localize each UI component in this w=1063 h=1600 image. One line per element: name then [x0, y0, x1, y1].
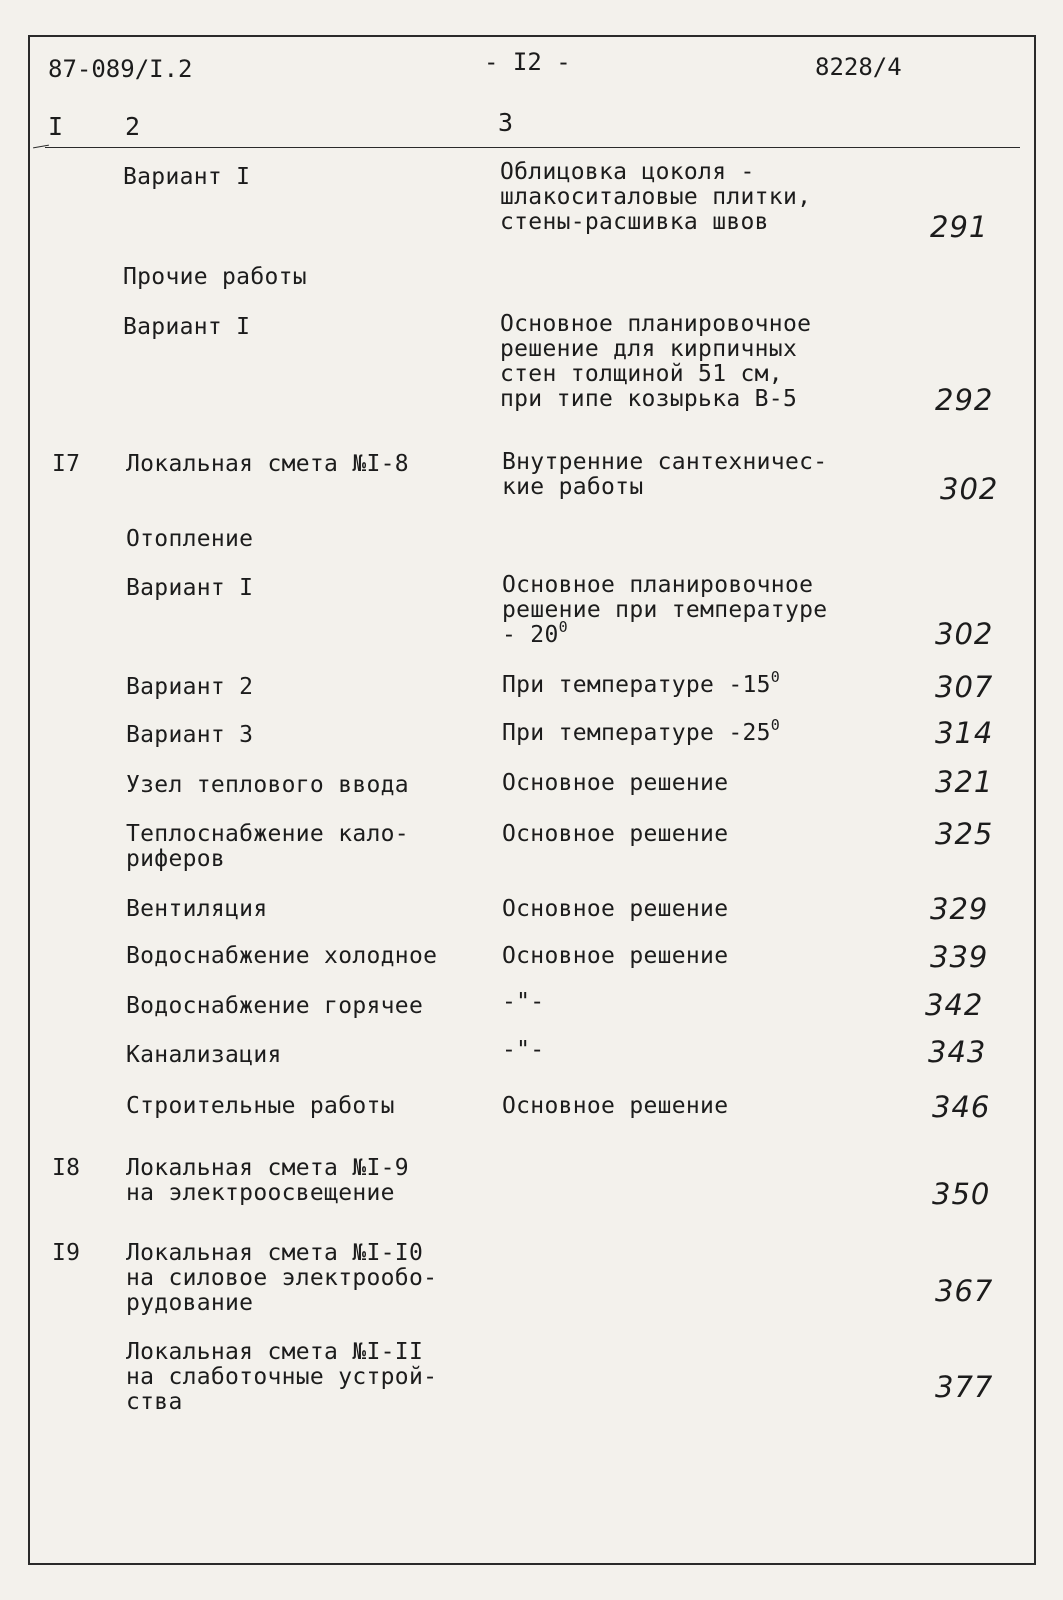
- row-name: Локальная смета №I-8: [126, 451, 409, 477]
- row-page-number: 329: [930, 892, 989, 926]
- row-page-number: 302: [940, 472, 999, 506]
- row-page-number: 302: [935, 617, 994, 651]
- row-name: Строительные работы: [126, 1093, 395, 1119]
- row-number: I8: [52, 1155, 81, 1181]
- row-description: -"-: [502, 1037, 545, 1063]
- row-page-number: 342: [925, 988, 984, 1022]
- column-header-2: 2: [125, 112, 141, 141]
- row-name: Прочие работы: [123, 264, 307, 290]
- row-page-number: 346: [932, 1090, 991, 1124]
- row-page-number: 307: [935, 670, 994, 704]
- row-page-number: 292: [935, 383, 994, 417]
- row-description-text: При температуре -15: [502, 672, 771, 698]
- row-name: Вариант 2: [126, 674, 254, 700]
- row-description: [502, 716, 781, 746]
- document-code: 87-089/I.2: [48, 55, 193, 83]
- row-description: [502, 668, 781, 698]
- row-name: Локальная смета №I-9 на электроосвещение: [126, 1155, 409, 1206]
- row-page-number: 343: [928, 1035, 987, 1069]
- row-description: Основное решение: [502, 1093, 729, 1119]
- row-page-number: 321: [935, 765, 994, 799]
- row-number: I7: [52, 451, 81, 477]
- row-description: [502, 573, 827, 648]
- row-description: Облицовка цоколя - шлакоситаловые плитки, стены-расшивка швов: [500, 159, 812, 235]
- column-header-3: 3: [498, 108, 514, 137]
- row-page-number: 314: [935, 716, 994, 750]
- row-description: Основное решение: [502, 821, 729, 847]
- row-description: Основное планировочное решение для кирпичных стен толщиной 51 см, при типе козырька В-5: [500, 311, 812, 412]
- row-name: Вариант I: [123, 164, 251, 190]
- header-rule: [45, 147, 1020, 148]
- row-name: Теплоснабжение кало- риферов: [126, 821, 409, 872]
- row-description: Основное решение: [502, 943, 729, 969]
- row-page-number: 350: [932, 1177, 991, 1211]
- row-name: Узел теплового ввода: [126, 772, 409, 798]
- row-description: -"-: [502, 989, 545, 1015]
- row-name: Отопление: [126, 526, 254, 552]
- row-name: Водоснабжение холодное: [126, 943, 438, 969]
- row-name: Вариант I: [126, 575, 254, 601]
- row-page-number: 325: [935, 817, 994, 851]
- inventory-number: 8228/4: [815, 53, 902, 81]
- row-page-number: 339: [930, 940, 989, 974]
- degree-superscript: 0: [770, 716, 781, 734]
- row-name: Водоснабжение горячее: [126, 993, 424, 1019]
- row-page-number: 377: [935, 1370, 994, 1404]
- row-name: Локальная смета №I-I0 на силовое электрообо- рудование: [126, 1240, 438, 1316]
- row-name: Вариант 3: [126, 722, 254, 748]
- row-description: Основное решение: [502, 896, 729, 922]
- row-name: Канализация: [126, 1042, 282, 1068]
- column-header-1: I: [48, 112, 64, 141]
- row-name: Вариант I: [123, 314, 251, 340]
- page-number: - I2 -: [484, 48, 571, 76]
- row-description: Основное решение: [502, 770, 729, 796]
- row-page-number: 291: [930, 210, 989, 244]
- row-page-number: 367: [935, 1274, 994, 1308]
- degree-superscript: 0: [558, 618, 568, 636]
- row-name: Вентиляция: [126, 896, 268, 922]
- row-description-text: При температуре -25: [502, 720, 771, 746]
- row-description: Внутренние сантехничес- кие работы: [502, 449, 828, 500]
- row-name: Локальная смета №I-II на слаботочные устрой- ства: [126, 1339, 438, 1415]
- degree-superscript: 0: [770, 668, 781, 686]
- row-number: I9: [52, 1240, 81, 1266]
- row-description-text: Основное планировочное решение при температуре - 20: [502, 572, 828, 648]
